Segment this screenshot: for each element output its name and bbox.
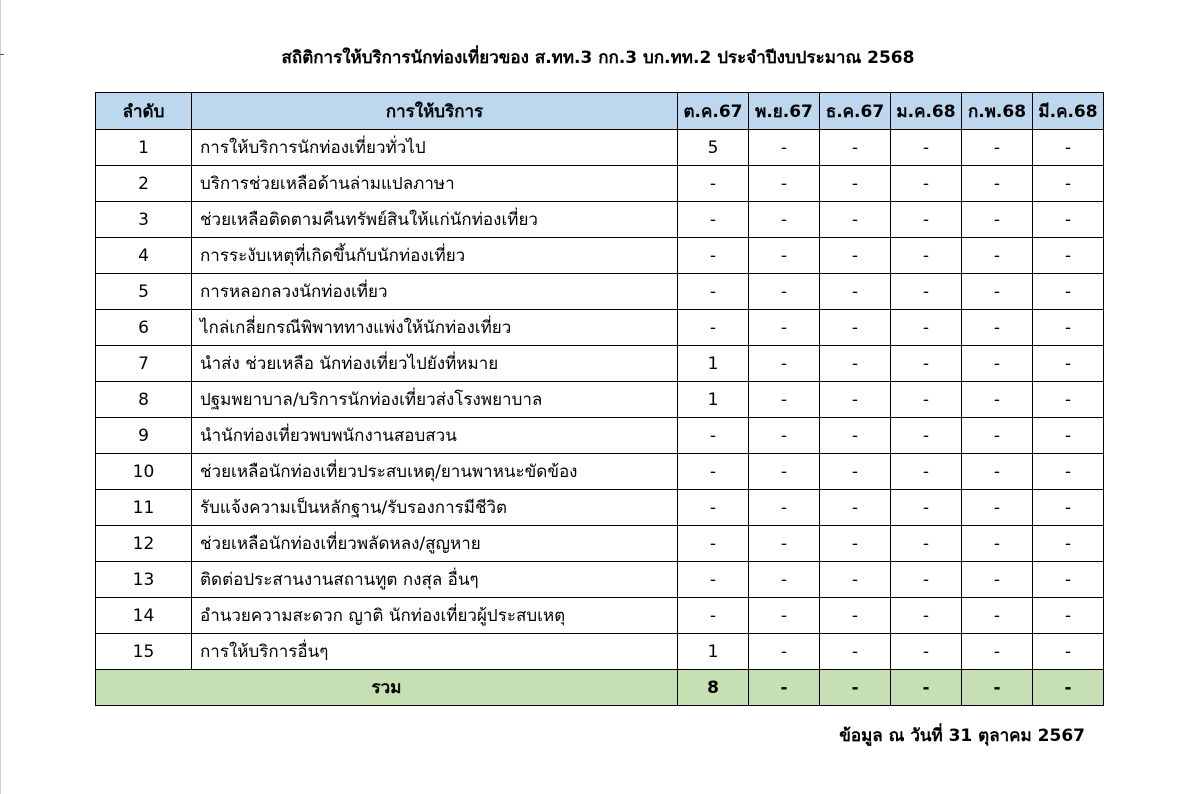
month-value: - — [962, 166, 1033, 202]
month-value: - — [962, 454, 1033, 490]
month-value: - — [891, 598, 962, 634]
month-value: - — [962, 418, 1033, 454]
service-name: นำนักท่องเที่ยวพบพนักงานสอบสวน — [192, 418, 678, 454]
month-value: - — [1033, 454, 1104, 490]
table-row — [96, 418, 1104, 454]
month-value: - — [962, 310, 1033, 346]
row-number: 13 — [96, 562, 192, 598]
month-value: - — [749, 418, 820, 454]
month-value: - — [678, 238, 749, 274]
row-number: 15 — [96, 634, 192, 670]
table-body — [96, 130, 1104, 706]
header-month: ธ.ค.67 — [820, 93, 891, 130]
total-value: 8 — [678, 670, 749, 706]
row-number: 10 — [96, 454, 192, 490]
total-value: - — [891, 670, 962, 706]
table-row — [96, 562, 1104, 598]
month-value: - — [749, 598, 820, 634]
month-value: - — [1033, 166, 1104, 202]
month-value: - — [891, 130, 962, 166]
table-row — [96, 202, 1104, 238]
service-name: การให้บริการนักท่องเที่ยวทั่วไป — [192, 130, 678, 166]
table-row — [96, 490, 1104, 526]
month-value: - — [678, 598, 749, 634]
month-value: 1 — [678, 346, 749, 382]
month-value: - — [891, 454, 962, 490]
service-name: นำส่ง ช่วยเหลือ นักท่องเที่ยวไปยังที่หมาย — [192, 346, 678, 382]
month-value: - — [820, 598, 891, 634]
month-value: - — [891, 490, 962, 526]
service-name: ช่วยเหลือนักท่องเที่ยวพลัดหลง/สูญหาย — [192, 526, 678, 562]
month-value: - — [1033, 274, 1104, 310]
month-value: - — [749, 166, 820, 202]
month-value: - — [962, 634, 1033, 670]
month-value: - — [820, 490, 891, 526]
month-value: - — [891, 382, 962, 418]
month-value: 1 — [678, 634, 749, 670]
table-row — [96, 526, 1104, 562]
row-number: 5 — [96, 274, 192, 310]
month-value: - — [962, 202, 1033, 238]
month-value: - — [962, 526, 1033, 562]
page-edge — [0, 0, 1, 794]
month-value: - — [1033, 202, 1104, 238]
month-value: - — [678, 166, 749, 202]
total-value: - — [962, 670, 1033, 706]
row-number: 6 — [96, 310, 192, 346]
header-no: ลำดับ — [96, 93, 192, 130]
month-value: - — [1033, 526, 1104, 562]
table-row — [96, 598, 1104, 634]
header-month: ต.ค.67 — [678, 93, 749, 130]
month-value: - — [891, 562, 962, 598]
month-value: - — [891, 346, 962, 382]
header-service: การให้บริการ — [192, 93, 678, 130]
month-value: 5 — [678, 130, 749, 166]
month-value: - — [1033, 382, 1104, 418]
month-value: - — [749, 526, 820, 562]
month-value: - — [678, 562, 749, 598]
month-value: - — [749, 490, 820, 526]
service-name: ติดต่อประสานงานสถานทูต กงสุล อื่นๆ — [192, 562, 678, 598]
month-value: - — [749, 238, 820, 274]
row-number: 8 — [96, 382, 192, 418]
table-row — [96, 454, 1104, 490]
month-value: - — [1033, 598, 1104, 634]
month-value: - — [749, 382, 820, 418]
service-name: การให้บริการอื่นๆ — [192, 634, 678, 670]
month-value: - — [749, 562, 820, 598]
month-value: - — [1033, 562, 1104, 598]
month-value: - — [820, 202, 891, 238]
service-name: ไกล่เกลี่ยกรณีพิพาททางแพ่งให้นักท่องเที่ยว — [192, 310, 678, 346]
service-name: การหลอกลวงนักท่องเที่ยว — [192, 274, 678, 310]
header-row — [96, 93, 1104, 130]
table-row — [96, 166, 1104, 202]
month-value: - — [678, 490, 749, 526]
month-value: 1 — [678, 382, 749, 418]
month-value: - — [962, 238, 1033, 274]
table-row — [96, 310, 1104, 346]
month-value: - — [891, 526, 962, 562]
total-value: - — [1033, 670, 1104, 706]
month-value: - — [749, 310, 820, 346]
month-value: - — [749, 202, 820, 238]
month-value: - — [678, 526, 749, 562]
table-row — [96, 346, 1104, 382]
month-value: - — [1033, 346, 1104, 382]
table-row — [96, 634, 1104, 670]
total-label: รวม — [96, 670, 678, 706]
month-value: - — [1033, 418, 1104, 454]
service-name: อำนวยความสะดวก ญาติ นักท่องเที่ยวผู้ประสบเหตุ — [192, 598, 678, 634]
month-value: - — [891, 310, 962, 346]
month-value: - — [749, 634, 820, 670]
statistics-table — [95, 92, 1104, 706]
month-value: - — [820, 454, 891, 490]
data-as-of-note: ข้อมูล ณ วันที่ 31 ตุลาคม 2567 — [839, 726, 1085, 746]
service-name: การระงับเหตุที่เกิดขึ้นกับนักท่องเที่ยว — [192, 238, 678, 274]
month-value: - — [820, 238, 891, 274]
month-value: - — [820, 274, 891, 310]
month-value: - — [962, 490, 1033, 526]
month-value: - — [962, 130, 1033, 166]
month-value: - — [962, 346, 1033, 382]
month-value: - — [962, 562, 1033, 598]
month-value: - — [820, 418, 891, 454]
month-value: - — [891, 634, 962, 670]
month-value: - — [678, 202, 749, 238]
month-value: - — [891, 166, 962, 202]
month-value: - — [1033, 238, 1104, 274]
table-row — [96, 274, 1104, 310]
month-value: - — [749, 130, 820, 166]
month-value: - — [678, 418, 749, 454]
month-value: - — [1033, 490, 1104, 526]
month-value: - — [820, 526, 891, 562]
month-value: - — [749, 454, 820, 490]
row-number: 4 — [96, 238, 192, 274]
row-number: 12 — [96, 526, 192, 562]
total-value: - — [749, 670, 820, 706]
month-value: - — [1033, 130, 1104, 166]
month-value: - — [1033, 310, 1104, 346]
service-name: บริการช่วยเหลือด้านล่ามแปลภาษา — [192, 166, 678, 202]
month-value: - — [891, 418, 962, 454]
month-value: - — [820, 382, 891, 418]
header-month: ม.ค.68 — [891, 93, 962, 130]
row-number: 7 — [96, 346, 192, 382]
row-number: 2 — [96, 166, 192, 202]
month-value: - — [962, 598, 1033, 634]
service-name: รับแจ้งความเป็นหลักฐาน/รับรองการมีชีวิต — [192, 490, 678, 526]
month-value: - — [820, 310, 891, 346]
service-name: ช่วยเหลือติดตามคืนทรัพย์สินให้แก่นักท่องเที่ยว — [192, 202, 678, 238]
month-value: - — [820, 562, 891, 598]
month-value: - — [749, 274, 820, 310]
total-value: - — [820, 670, 891, 706]
service-name: ช่วยเหลือนักท่องเที่ยวประสบเหตุ/ยานพาหนะขัดข้อง — [192, 454, 678, 490]
month-value: - — [820, 634, 891, 670]
row-number: 9 — [96, 418, 192, 454]
header-month: พ.ย.67 — [749, 93, 820, 130]
row-number: 1 — [96, 130, 192, 166]
month-value: - — [891, 238, 962, 274]
row-number: 3 — [96, 202, 192, 238]
month-value: - — [1033, 634, 1104, 670]
month-value: - — [678, 274, 749, 310]
service-name: ปฐมพยาบาล/บริการนักท่องเที่ยวส่งโรงพยาบาล — [192, 382, 678, 418]
month-value: - — [962, 274, 1033, 310]
row-number: 14 — [96, 598, 192, 634]
month-value: - — [749, 346, 820, 382]
month-value: - — [962, 382, 1033, 418]
header-month: ก.พ.68 — [962, 93, 1033, 130]
table-row — [96, 382, 1104, 418]
table-row — [96, 130, 1104, 166]
total-row — [96, 670, 1104, 706]
table-row — [96, 238, 1104, 274]
month-value: - — [891, 202, 962, 238]
month-value: - — [891, 274, 962, 310]
month-value: - — [820, 166, 891, 202]
month-value: - — [678, 310, 749, 346]
row-number: 11 — [96, 490, 192, 526]
month-value: - — [678, 454, 749, 490]
header-month: มี.ค.68 — [1033, 93, 1104, 130]
document-title: สถิติการให้บริการนักท่องเที่ยวของ ส.ทท.3 กก.3 บก.ทท.2 ประจำปีงบประมาณ 2568 — [281, 48, 915, 68]
month-value: - — [820, 130, 891, 166]
month-value: - — [820, 346, 891, 382]
